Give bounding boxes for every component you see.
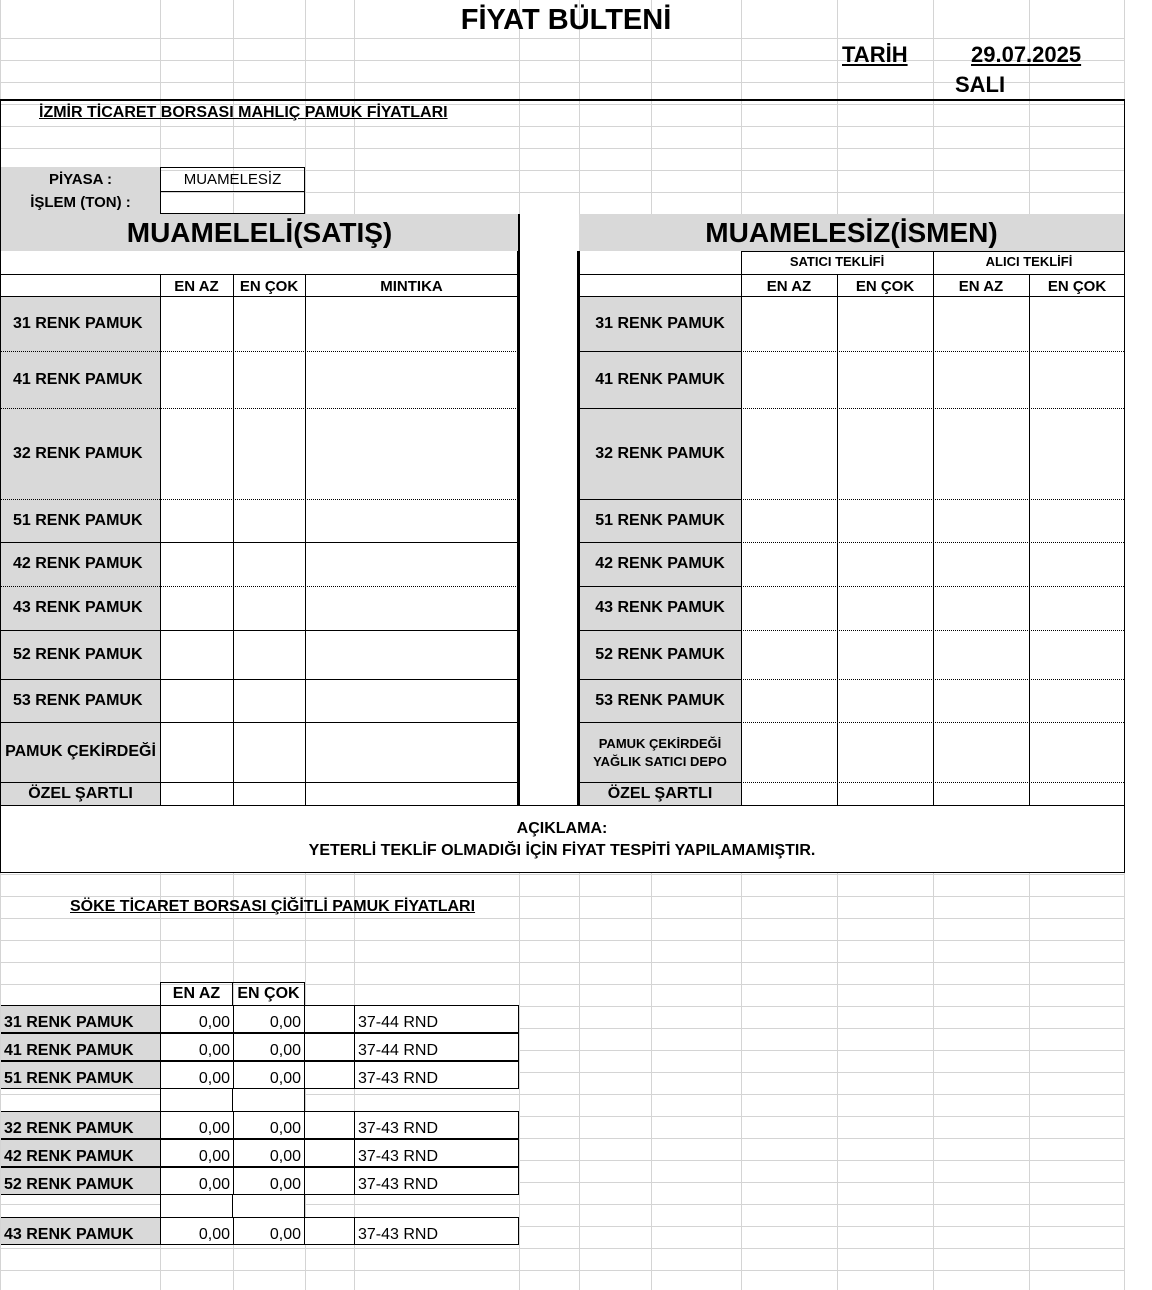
aciklama-mask	[1, 806, 1124, 872]
soke-max-cell	[233, 1217, 305, 1245]
soke-row-label-cell	[1, 1033, 160, 1061]
left-title-cell	[1, 214, 518, 251]
h-rule	[579, 586, 741, 587]
soke-row-label: 42 RENK PAMUK	[4, 1148, 134, 1165]
soke-min-cell	[160, 1217, 233, 1245]
left-row-label-cell	[1, 630, 160, 679]
right-row-label: ÖZEL ŞARTLI	[607, 784, 713, 802]
soke-min-cell	[160, 1139, 233, 1167]
right-col-seller-max: EN ÇOK	[855, 278, 915, 295]
left-row-label: 31 RENK PAMUK	[13, 314, 143, 332]
soke-note-cell	[354, 1217, 519, 1245]
left-col-region: MINTIKA	[380, 278, 443, 295]
soke-note-value: 37-44 RND	[358, 1042, 439, 1059]
right-row-label: 41 RENK PAMUK	[595, 370, 725, 388]
h-rule	[579, 679, 741, 680]
left-row-label-cell	[1, 408, 160, 499]
h-rule	[0, 782, 518, 783]
date-value: 29.07.2025	[971, 42, 1082, 67]
soke-max-cell	[233, 1139, 305, 1167]
soke-note-cell	[354, 1167, 519, 1195]
h-rule	[0, 679, 518, 680]
left-row-label-cell	[1, 722, 160, 782]
soke-max-cell	[233, 1033, 305, 1061]
soke-row-label-cell	[1, 1217, 160, 1245]
right-row-label-cell	[579, 630, 741, 679]
h-rule	[741, 251, 1124, 252]
left-row-label: 42 RENK PAMUK	[13, 555, 143, 572]
right-row-label: 53 RENK PAMUK	[595, 691, 725, 709]
h-rule	[579, 499, 741, 500]
right-row-label-cell	[579, 586, 741, 630]
soke-note-cell	[354, 1111, 519, 1139]
h-rule	[579, 782, 741, 783]
h-rule	[741, 542, 1124, 543]
islem-value-cell	[160, 191, 305, 214]
alici-teklifi-label: ALICI TEKLİFİ	[985, 254, 1073, 269]
h-rule	[741, 351, 1124, 352]
soke-row-label-cell	[1, 1061, 160, 1089]
soke-note-cell	[354, 1005, 519, 1033]
right-row-label: 51 RENK PAMUK	[595, 511, 725, 529]
soke-min-cell	[160, 1005, 233, 1033]
right-row-label: 43 RENK PAMUK	[595, 599, 725, 616]
right-row-label: 42 RENK PAMUK	[595, 555, 725, 572]
soke-min-value: 0,00	[198, 1014, 230, 1031]
right-row-label-cell	[579, 722, 741, 782]
satici-teklifi-label: SATICI TEKLİFİ	[789, 254, 885, 269]
h-rule	[741, 679, 1124, 680]
h-rule	[741, 630, 1124, 631]
h-rule	[0, 274, 518, 275]
right-row-label-cell	[579, 296, 741, 351]
soke-min-value: 0,00	[198, 1120, 230, 1137]
soke-note-cell	[354, 1033, 519, 1061]
left-table-title: MUAMELELİ(SATIŞ)	[126, 216, 393, 248]
soke-row-label: 32 RENK PAMUK	[4, 1120, 134, 1137]
piyasa-value: MUAMELESİZ	[183, 171, 282, 188]
soke-gap-cell	[305, 1005, 354, 1033]
right-row-label: 52 RENK PAMUK	[595, 645, 725, 663]
right-row-label-line2: YAĞLIK SATICI DEPO	[593, 753, 727, 769]
islem-label: İŞLEM (TON) :	[30, 194, 131, 211]
soke-min-cell	[160, 1061, 233, 1089]
soke-min-value: 0,00	[198, 1070, 230, 1087]
left-row-label: 41 RENK PAMUK	[13, 370, 143, 388]
soke-min-cell	[160, 1033, 233, 1061]
left-row-label: 51 RENK PAMUK	[13, 511, 143, 529]
h-rule	[741, 499, 1124, 500]
left-row-label-cell	[1, 351, 160, 408]
left-row-label: 32 RENK PAMUK	[13, 444, 143, 462]
right-row-label-cell	[579, 499, 741, 542]
soke-row-label: 52 RENK PAMUK	[4, 1176, 134, 1193]
soke-min-value: 0,00	[198, 1148, 230, 1165]
soke-note-cell	[354, 1139, 519, 1167]
right-title-cell	[579, 214, 1124, 251]
soke-note-value: 37-43 RND	[358, 1120, 439, 1137]
soke-min-cell	[160, 1111, 233, 1139]
soke-max-value: 0,00	[269, 1120, 301, 1137]
soke-col-header-min	[160, 982, 233, 1005]
soke-max-cell	[233, 1167, 305, 1195]
soke-gap-mid	[232, 1089, 233, 1111]
soke-gap-cell	[305, 1167, 354, 1195]
soke-max-cell	[233, 1111, 305, 1139]
islem-label-cell	[1, 191, 160, 214]
mid-gap-mask	[519, 214, 579, 805]
left-row-label-cell	[1, 586, 160, 630]
page-title: FİYAT BÜLTENİ	[460, 4, 672, 36]
date-label: TARİH	[842, 42, 908, 67]
piyasa-label: PİYASA :	[48, 170, 113, 188]
soke-col-max: EN ÇOK	[237, 985, 300, 1002]
aciklama-text: YETERLİ TEKLİF OLMADIĞI İÇİN FİYAT TESPİTİ YAPILAMAMIŞTIR.	[308, 842, 816, 859]
left-row-label-cell	[1, 296, 160, 351]
h-rule	[741, 722, 1124, 723]
v-rule	[160, 274, 161, 805]
right-col-seller-min: EN AZ	[766, 278, 812, 295]
piyasa-label-cell	[1, 167, 160, 191]
soke-max-value: 0,00	[269, 1148, 301, 1165]
soke-min-value: 0,00	[198, 1176, 230, 1193]
soke-max-cell	[233, 1061, 305, 1089]
h-rule	[579, 722, 741, 723]
right-row-label-cell	[579, 542, 741, 586]
h-rule	[0, 408, 518, 409]
h-rule	[0, 805, 1124, 806]
h-rule	[579, 630, 741, 631]
h-rule	[0, 351, 518, 352]
soke-min-cell	[160, 1167, 233, 1195]
h-rule	[579, 408, 741, 409]
v-rule	[305, 274, 306, 805]
soke-gap-cell	[305, 1139, 354, 1167]
right-row-label: 32 RENK PAMUK	[595, 444, 725, 462]
right-table-title: MUAMELESİZ(İSMEN)	[705, 216, 998, 248]
left-row-label-cell	[1, 542, 160, 586]
right-row-label: 31 RENK PAMUK	[595, 314, 725, 332]
h-rule	[741, 782, 1124, 783]
soke-min-value: 0,00	[198, 1042, 230, 1059]
right-row-label-cell	[579, 782, 741, 805]
soke-row-label: 41 RENK PAMUK	[4, 1042, 134, 1059]
right-col-buyer-min: EN AZ	[958, 278, 1004, 295]
left-row-label-cell	[1, 782, 160, 805]
soke-col-header-max	[232, 982, 305, 1005]
left-col-max: EN ÇOK	[239, 278, 299, 295]
h-rule	[741, 586, 1124, 587]
soke-max-value: 0,00	[269, 1176, 301, 1193]
right-row-label-cell	[579, 679, 741, 722]
soke-note-value: 37-43 RND	[358, 1176, 439, 1193]
v-rule	[1029, 274, 1030, 805]
left-row-label: ÖZEL ŞARTLI	[28, 784, 133, 802]
h-rule	[0, 296, 518, 297]
h-rule	[0, 542, 518, 543]
piyasa-value-cell	[160, 167, 305, 191]
v-rule	[517, 214, 520, 805]
soke-note-value: 37-43 RND	[358, 1070, 439, 1087]
soke-row-label-cell	[1, 1167, 160, 1195]
soke-row-label: 51 RENK PAMUK	[4, 1070, 134, 1087]
soke-row-label-cell	[1, 1005, 160, 1033]
right-col-buyer-max: EN ÇOK	[1047, 278, 1107, 295]
soke-max-value: 0,00	[269, 1014, 301, 1031]
soke-title: SÖKE TİCARET BORSASI ÇİĞİTLİ PAMUK FİYATLARI	[70, 898, 476, 915]
izmir-title: İZMİR TİCARET BORSASI MAHLIÇ PAMUK FİYATLARI	[39, 104, 448, 121]
left-row-label-cell	[1, 679, 160, 722]
soke-max-value: 0,00	[269, 1070, 301, 1087]
right-row-label-cell	[579, 408, 741, 499]
soke-row-label: 43 RENK PAMUK	[4, 1226, 134, 1243]
left-col-min: EN AZ	[174, 278, 219, 295]
right-row-label-cell	[579, 351, 741, 408]
soke-note-value: 37-43 RND	[358, 1148, 439, 1165]
aciklama-label: AÇIKLAMA:	[516, 820, 608, 837]
left-row-label: PAMUK ÇEKİRDEĞİ	[5, 743, 156, 760]
h-rule	[0, 499, 518, 500]
h-rule	[0, 630, 518, 631]
soke-row-label-cell	[1, 1111, 160, 1139]
h-rule	[579, 351, 741, 352]
h-rule	[0, 586, 518, 587]
soke-max-value: 0,00	[269, 1226, 301, 1243]
soke-gap-cell	[305, 1217, 354, 1245]
h-rule	[741, 274, 1124, 275]
h-rule	[579, 542, 741, 543]
left-row-label: 53 RENK PAMUK	[13, 691, 143, 709]
left-row-label: 43 RENK PAMUK	[13, 599, 143, 616]
soke-note-cell	[354, 1061, 519, 1089]
soke-gap-cell	[305, 1111, 354, 1139]
soke-max-value: 0,00	[269, 1042, 301, 1059]
soke-gap-cell	[305, 1061, 354, 1089]
soke-note-value: 37-43 RND	[358, 1226, 439, 1243]
right-row-label: PAMUK ÇEKİRDEĞİ	[598, 735, 722, 751]
soke-max-cell	[233, 1005, 305, 1033]
h-rule	[579, 296, 1124, 297]
soke-row-label: 31 RENK PAMUK	[4, 1014, 134, 1031]
soke-row-label-cell	[1, 1139, 160, 1167]
day-label: SALI	[955, 72, 1006, 97]
soke-min-value: 0,00	[198, 1226, 230, 1243]
v-rule	[233, 274, 234, 805]
h-rule	[0, 722, 518, 723]
soke-col-min: EN AZ	[172, 985, 221, 1002]
left-row-label: 52 RENK PAMUK	[13, 645, 143, 663]
left-row-label-cell	[1, 499, 160, 542]
soke-gap-cell	[305, 1033, 354, 1061]
v-rule	[837, 274, 838, 805]
soke-gap-mid	[232, 1195, 233, 1217]
h-rule	[741, 408, 1124, 409]
soke-note-value: 37-44 RND	[358, 1014, 439, 1031]
